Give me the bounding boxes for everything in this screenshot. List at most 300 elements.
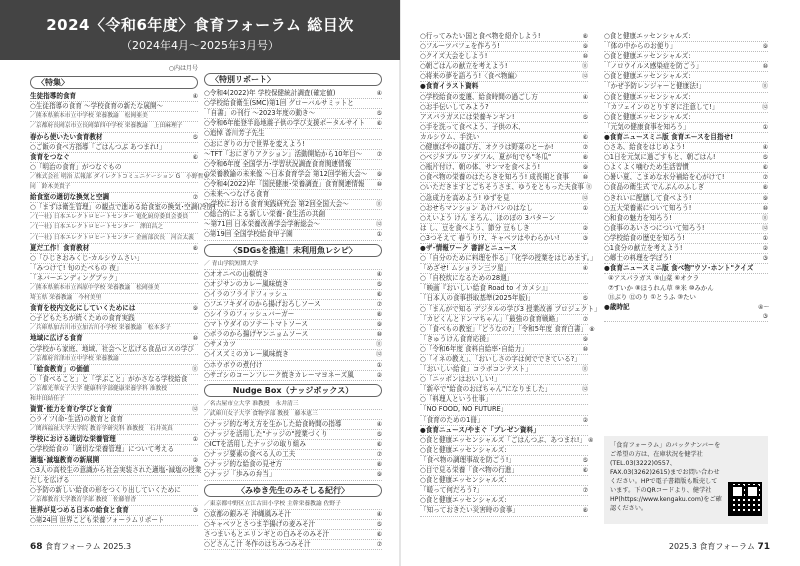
toc-entry[interactable] <box>204 540 382 550</box>
toc-entry[interactable] <box>420 506 588 516</box>
toc-entry[interactable] <box>204 330 382 340</box>
toc-author[interactable] <box>30 183 198 193</box>
toc-entry[interactable] <box>420 446 588 456</box>
section-heading: 〈特別リポート〉 <box>204 73 382 86</box>
toc-entry-label: 夏だ工作！食育教材 <box>30 243 90 252</box>
toc-topic[interactable] <box>30 506 198 516</box>
toc-entry[interactable] <box>204 129 382 139</box>
toc-entry[interactable] <box>420 93 588 103</box>
toc-entry-label: ○マトウダイのソテートマトソース <box>204 320 308 329</box>
toc-entry[interactable] <box>420 163 588 173</box>
toc-author[interactable] <box>30 173 210 183</box>
toc-list-2 <box>204 73 382 550</box>
toc-entry-label: ○予防の新しい給食の形をつくり出していくために <box>30 485 181 494</box>
toc-entry[interactable] <box>204 210 382 220</box>
toc-topic[interactable] <box>604 133 768 143</box>
toc-entry-issue: ⑥ <box>376 441 382 449</box>
toc-entry-label: ／兵庫県加古川市立加古川小学校 栄養教諭 松本多子 <box>30 325 171 332</box>
toc-entry-issue: ⑤ <box>762 154 768 162</box>
toc-entry[interactable] <box>204 371 382 381</box>
toc-entry-label: ○オオニベの山椒焼き <box>204 269 269 278</box>
toc-entry-issue: ⑥ <box>582 133 588 141</box>
toc-entry-label: ●ザ･情報ワーク 書評とニュース <box>420 243 517 252</box>
toc-entry[interactable] <box>420 234 588 244</box>
toc-entry[interactable] <box>204 460 382 470</box>
toc-topic[interactable] <box>30 435 198 445</box>
toc-entry[interactable] <box>420 405 588 415</box>
toc-entry[interactable] <box>420 416 588 426</box>
toc-topic[interactable] <box>30 244 198 254</box>
toc-entry[interactable] <box>420 375 588 385</box>
toc-entry-issue: ④ <box>376 270 382 278</box>
toc-entry[interactable] <box>204 160 382 170</box>
toc-entry-label: ○ベジタブル ワンダフル、夏が旬でも"冬瓜" <box>420 153 552 162</box>
toc-entry[interactable] <box>204 99 382 109</box>
toc-author[interactable] <box>30 284 198 294</box>
toc-entry[interactable] <box>420 476 588 486</box>
toc-entry[interactable] <box>420 194 588 204</box>
column-2 <box>204 70 382 550</box>
toc-entry[interactable] <box>204 361 382 371</box>
toc-entry-issue: ⑨ <box>582 164 588 172</box>
toc-entry-issue: ⑨ <box>376 471 382 479</box>
toc-entry-label: ○行ってみたい国と食べ物を紹介しよう! <box>420 32 541 40</box>
toc-entry-issue: ⑥ <box>762 164 768 172</box>
toc-entry-label: ／関西福祉大学大学院 教育学研究科 准教授 石井英真 <box>30 426 173 433</box>
toc-entry-label: ○生徒指導の食育 ～学校食育の新たな展開～ <box>30 102 164 111</box>
toc-entry-issue: ⑦ <box>192 194 198 202</box>
toc-entry[interactable] <box>420 486 588 496</box>
toc-entry-label: 食育をつなぐ <box>30 152 70 161</box>
toc-entry[interactable] <box>420 113 588 123</box>
toc-entry-issue: ⑪ <box>761 214 768 222</box>
toc-entry-label: ○瓶片付け、朝の体、サンマを食べよう! <box>420 163 541 172</box>
toc-entry-label: ○食品の衛生式 でんぷんのふしぎ <box>604 183 705 192</box>
toc-entry[interactable] <box>204 320 382 330</box>
toc-entry[interactable] <box>604 194 768 204</box>
toc-entry-label: ○令和4(2022)年 学校保健統計調査(確定値) <box>204 89 336 98</box>
footer-right <box>669 541 770 552</box>
toc-entry[interactable] <box>604 62 768 72</box>
toc-entry[interactable] <box>420 355 588 365</box>
toc-entry[interactable] <box>30 465 202 476</box>
toc-entry[interactable] <box>204 220 382 230</box>
toc-entry-label: ○よくよく噛むため生活習慣 <box>604 163 689 172</box>
toc-entry[interactable] <box>204 89 382 99</box>
toc-entry-label: ○学校給食の「適切な栄養管理」について考える <box>30 445 175 454</box>
toc-entry-label: 「きゅうけん食育応援」 <box>420 334 493 343</box>
toc-entry[interactable] <box>604 32 768 42</box>
toc-entry-label: ○「イネの教え」、「おいしさの字は何でできている?」 <box>420 355 581 363</box>
toc-entry-issue: ⑫ <box>761 103 768 111</box>
toc-entry-label: ○令和6年能登半島地震子供の学び支援ポータルサイト <box>204 119 366 128</box>
toc-entry[interactable] <box>30 345 198 355</box>
toc-entry[interactable] <box>420 335 588 345</box>
toc-topic[interactable] <box>30 334 198 344</box>
toc-entry[interactable] <box>604 163 768 173</box>
toc-entry-label: ○学校から家庭、地域、社会へと広げる食品ロスの学び <box>30 344 195 353</box>
toc-entry[interactable] <box>204 340 382 350</box>
toc-topic[interactable] <box>420 244 588 254</box>
toc-entry[interactable] <box>420 264 588 274</box>
toc-entry-label: ○手を洗って食べよう、子供の木、 <box>420 122 525 131</box>
toc-entry[interactable] <box>420 153 588 163</box>
toc-entry[interactable] <box>604 103 768 113</box>
toc-entry-label: 「カフェインのとりすぎに注意して!」 <box>604 102 719 111</box>
toc-entry-label: ○クイズ大会をしよう! <box>420 52 488 61</box>
toc-entry-issue: ① <box>582 204 588 212</box>
toc-entry-label: ○「食べること」と「学ぶこと」がかさなる学校給食 <box>30 374 188 383</box>
toc-entry-issue: ④ <box>582 93 588 101</box>
toc-entry[interactable] <box>420 496 588 506</box>
toc-entry[interactable] <box>420 435 594 446</box>
toc-entry[interactable] <box>204 300 382 310</box>
toc-entry-label: ○急成力を高めよう! ゆずを見 <box>420 193 510 202</box>
toc-entry-issue: ⑤ <box>376 110 382 118</box>
toc-entry-label: 和井田結佳子 <box>30 396 65 402</box>
toc-list-3 <box>420 32 601 517</box>
toc-entry-label: ○食と健康エッセンシャルズ: <box>604 92 691 101</box>
toc-entry[interactable] <box>204 109 382 119</box>
toc-author[interactable] <box>204 500 382 510</box>
toc-entry[interactable] <box>420 62 588 72</box>
footer-left <box>30 541 131 552</box>
toc-topic[interactable] <box>420 426 588 436</box>
toc-entry[interactable] <box>30 375 198 385</box>
qr-code-icon[interactable] <box>728 482 762 516</box>
toc-entry-issue: ⑫ <box>191 406 198 414</box>
toc-entry-issue: ⑦ <box>376 150 382 158</box>
toc-topic[interactable] <box>604 303 768 322</box>
toc-entry-issue: ⑩ <box>762 204 768 212</box>
toc-entry-label: ○将来の夢を語ろう!〈食べ物編〉 <box>420 72 521 81</box>
toc-entry[interactable] <box>420 324 595 335</box>
toc-entry[interactable] <box>604 72 768 82</box>
toc-entry-label: ○第24回 世界こども栄養フォーラムリポート <box>30 516 165 525</box>
toc-entry[interactable] <box>204 230 382 240</box>
toc-entry[interactable] <box>604 143 768 153</box>
toc-entry-label: ○総合的による新しい栄養･食生活の共創 <box>204 210 326 219</box>
header-band <box>0 0 400 60</box>
toc-entry[interactable] <box>604 93 768 103</box>
toc-entry[interactable] <box>30 102 198 112</box>
toc-entry-label: ○オジサンのカレー風味焼き <box>204 279 289 288</box>
toc-entry[interactable] <box>30 476 198 486</box>
toc-entry[interactable] <box>604 244 768 254</box>
toc-entry-label: ●食育ニュースミニ版 食べ物"ウソ･ホント"クイズ <box>604 264 754 273</box>
toc-entry[interactable] <box>204 170 382 180</box>
toc-entry-label: ○食と健康エッセンシャルズ: <box>604 112 691 121</box>
toc-entry-label: 「暖って何だろう?」 <box>420 486 483 495</box>
toc-entry-issue: ④ <box>376 90 382 98</box>
toc-author[interactable] <box>30 324 198 334</box>
toc-author[interactable] <box>30 425 198 435</box>
toc-author[interactable] <box>204 260 382 270</box>
toc-entry[interactable] <box>420 294 588 304</box>
toc-entry-label: ○「食べもの教室」「どうなの?」「令和5年度 食育白書」 <box>420 324 588 333</box>
toc-entry-label: 「ノロウイルス感染症を防ごう」 <box>604 62 703 71</box>
toc-entry-issue: ⑦ <box>376 541 382 549</box>
toc-entry-label: ○サゴシのコーンフレーク焼きカレーマヨネーズ風 <box>204 370 354 379</box>
toc-entry[interactable] <box>420 304 601 315</box>
toc-entry[interactable] <box>604 173 768 183</box>
toc-entry[interactable] <box>420 345 588 355</box>
toc-entry[interactable] <box>420 72 588 82</box>
toc-topic[interactable] <box>30 365 198 375</box>
toc-entry[interactable] <box>420 254 597 264</box>
toc-entry[interactable] <box>30 143 198 153</box>
toc-entry-label: ○シイラのフィッシュバーガー <box>204 310 295 319</box>
toc-entry-issue: ⑧ <box>376 461 382 469</box>
toc-entry-label: 同 鈴木美貴子 <box>30 184 71 191</box>
toc-entry[interactable] <box>604 204 768 214</box>
toc-entry[interactable] <box>420 385 588 395</box>
toc-entry-issue: ⑧ <box>582 507 588 515</box>
toc-entry[interactable] <box>420 204 588 214</box>
toc-entry[interactable] <box>420 133 588 143</box>
footer-title-right: 2025.3 食育フォーラム <box>668 542 755 551</box>
toc-entry[interactable] <box>204 270 382 280</box>
toc-entry-label: ○京都の銀みそ 沖縄風みそ汁 <box>204 509 291 518</box>
toc-author[interactable] <box>30 496 198 506</box>
toc-entry-label: 「NO FOOD, NO FUTURE」 <box>420 405 508 414</box>
section-heading: 〈特集〉 <box>30 76 198 89</box>
toc-entry-label: 生徒指導的食育 <box>30 92 77 101</box>
toc-entry-label: ●食育イラスト資料 <box>420 82 479 91</box>
toc-topic[interactable] <box>30 153 198 163</box>
toc-entry-issue: ② <box>376 371 382 379</box>
toc-entry[interactable] <box>604 42 768 52</box>
toc-entry-issue: ⑥ <box>376 290 382 298</box>
toc-entry[interactable] <box>420 214 588 224</box>
toc-entry[interactable] <box>604 214 768 224</box>
toc-entry-issue: ⑧ <box>762 184 768 192</box>
toc-entry[interactable] <box>604 113 768 123</box>
toc-entry-label: ○朝ごはんの献立を考えよう! <box>420 62 508 71</box>
toc-entry[interactable] <box>30 264 198 274</box>
toc-entry-label: ○追悼 香川芳子先生 <box>204 129 265 138</box>
toc-entry-label: 「ネバーエンディングブック」 <box>30 273 122 282</box>
toc-entry[interactable] <box>420 365 588 375</box>
toc-entry[interactable] <box>420 456 588 466</box>
toc-author[interactable] <box>30 223 198 233</box>
toc-entry[interactable] <box>204 200 382 210</box>
toc-entry-label: ●食育ニュースミニ版 食育エースを目指せ! <box>604 132 734 141</box>
toc-entry[interactable] <box>420 466 588 476</box>
toc-entry-label: ／(一社) 日本エレクトロヒートセンター 澤田昌之 <box>30 224 164 231</box>
toc-entry-label: 学校における適切な栄養管理 <box>30 435 116 444</box>
toc-topic[interactable] <box>30 304 198 314</box>
toc-entry[interactable] <box>604 254 768 264</box>
toc-entry-issue: ④〜③ <box>758 303 770 320</box>
toc-entry-issue: ⑨ <box>376 170 382 178</box>
toc-entry[interactable] <box>420 224 588 234</box>
toc-entry[interactable] <box>604 52 768 62</box>
toc-entry-issue: ⑪ <box>191 365 198 373</box>
toc-entry-label: ○ナッジを活用した"ナッジの"授業づくり <box>204 430 328 439</box>
toc-entry-issue: ① <box>376 231 382 239</box>
toc-topic[interactable] <box>604 264 768 274</box>
toc-entry-issue: ⑪ <box>375 341 382 349</box>
toc-entry[interactable] <box>30 163 198 173</box>
toc-entry[interactable] <box>30 274 198 284</box>
toc-entry[interactable] <box>204 510 382 520</box>
toc-entry-label: ○えいよう けん まろん、ほのぼの 3パターン <box>420 213 556 222</box>
toc-entry-label: 「かぜ予防レンジャーと健康法!」 <box>604 82 706 91</box>
toc-entry-label: ○さあ、給食をはじめよう! <box>604 143 685 152</box>
toc-entry-label: ○和食の魅力を知ろう! <box>604 213 672 222</box>
toc-entry-issue: ③ <box>762 255 768 263</box>
toc-entry[interactable] <box>604 234 768 244</box>
toc-entry[interactable] <box>204 119 382 129</box>
toc-author[interactable] <box>30 294 198 304</box>
toc-entry[interactable] <box>420 284 588 294</box>
toc-author[interactable] <box>30 213 198 223</box>
toc-entry[interactable] <box>604 153 768 163</box>
toc-entry-issue: ⑦ <box>376 300 382 308</box>
toc-author[interactable] <box>30 395 198 405</box>
toc-entry-label: 「めざせ! ムショラン三ツ星」 <box>420 264 511 273</box>
toc-topic[interactable] <box>30 456 198 466</box>
toc-topic[interactable] <box>420 82 588 92</box>
toc-entry[interactable] <box>420 52 588 62</box>
toc-entry[interactable] <box>204 420 382 430</box>
toc-entry[interactable] <box>204 450 382 460</box>
toc-entry[interactable] <box>30 254 198 264</box>
toc-entry-label: アスパラガスには栄養キンギン! <box>420 112 515 121</box>
toc-entry-label: 「みつけて! 旬のたべもの 夜」 <box>30 263 123 272</box>
toc-entry-label: ○令和4(2022)年「国民健康･栄養調査」食育関連情報 <box>204 179 365 188</box>
toc-entry[interactable] <box>604 224 768 234</box>
toc-entry-label: ／(一社) 日本エレクトロヒートセンター 電化厨房委員会委員 <box>30 214 189 221</box>
toc-entry[interactable] <box>420 274 588 284</box>
toc-topic[interactable] <box>30 193 198 203</box>
toc-entry[interactable] <box>204 430 382 440</box>
toc-entry-label: ○ご飯の食べ方指導「ごはんつぶ あつまれ!」 <box>30 142 166 151</box>
toc-author[interactable] <box>30 355 198 365</box>
toc-entry[interactable] <box>604 183 768 193</box>
toc-entry[interactable] <box>204 180 382 190</box>
toc-entry-label: ～第71回 日本栄養改善学会学術総会～ <box>204 220 320 229</box>
toc-author[interactable] <box>204 410 382 420</box>
toc-entry-issue: ⑥ <box>376 120 382 128</box>
toc-entry[interactable] <box>204 190 382 200</box>
toc-entry[interactable] <box>30 203 216 213</box>
toc-entry[interactable] <box>204 350 382 360</box>
toc-entry-issue: ④ <box>588 436 594 444</box>
toc-entry-label: 「知っておきたい災害時の食事」 <box>420 506 519 515</box>
toc-entry[interactable] <box>204 290 382 300</box>
toc-list-4 <box>604 32 768 322</box>
toc-entry-label: カルシウム、手洗い <box>420 132 480 141</box>
toc-entry[interactable] <box>204 520 382 530</box>
toc-entry[interactable] <box>30 486 198 496</box>
toc-entry-label: ／京都教育大学教育学部 教授 佐藤智香 <box>30 496 137 503</box>
toc-author[interactable] <box>30 112 198 122</box>
toc-topic[interactable] <box>30 92 198 102</box>
toc-entry-label: ○郷土の料理を学ぼう! <box>604 254 672 263</box>
toc-entry[interactable] <box>420 42 588 52</box>
toc-entry-issue: ① <box>376 361 382 369</box>
toc-entry[interactable] <box>420 395 588 405</box>
toc-entry[interactable] <box>204 440 382 450</box>
toc-entry[interactable] <box>204 530 382 540</box>
toc-entry-issue: ⑫ <box>375 221 382 229</box>
toc-entry-issue: ⑧ <box>582 33 588 40</box>
toc-entry[interactable] <box>420 183 593 193</box>
toc-entry-label: 「おいしい給食」コラボコンテスト」 <box>420 365 532 374</box>
toc-entry[interactable] <box>204 310 382 320</box>
toc-entry[interactable] <box>204 470 382 480</box>
toc-entry-issue: ⑦ <box>762 174 768 182</box>
toc-list-1 <box>30 76 216 526</box>
toc-entry-label: ○サメカツ <box>204 340 236 349</box>
toc-entry-issue: ② <box>762 244 768 252</box>
toc-entry-label: ○五大栄養素について知ろう! <box>604 203 692 212</box>
toc-entry-label: ○ナッジ「歩みの弁当」 <box>204 470 276 479</box>
toc-entry-label: ●食育ニュース/やまぐ「プレゼン資料」 <box>420 425 540 434</box>
toc-entry-label: 地域に広げる食育 <box>30 334 83 343</box>
toc-author[interactable] <box>30 234 198 244</box>
toc-entry-issue: ⑨ <box>582 335 588 343</box>
toc-entry[interactable] <box>604 123 768 133</box>
toc-entry-label: ／熊本県熊本市立中学校 栄養教諭 松岡亜美 <box>30 113 148 120</box>
toc-author[interactable] <box>204 400 382 410</box>
toc-author[interactable] <box>30 122 198 132</box>
toc-entry[interactable] <box>420 32 588 42</box>
toc-entry[interactable] <box>204 280 382 290</box>
toc-entry[interactable] <box>30 445 198 455</box>
toc-entry-label: ○イスズミのカレー風味焼き <box>204 350 289 359</box>
toc-entry-label: 春から使いたい食育教材 <box>30 132 103 141</box>
toc-entry-label: ○学校給食の歴史を知ろう! <box>604 233 685 242</box>
toc-entry[interactable] <box>604 82 768 92</box>
toc-entry-label: さつまいもとエリンギとの白みそのみそ汁 <box>204 529 330 538</box>
toc-entry-issue: ⑤ <box>192 133 198 141</box>
toc-entry[interactable] <box>420 315 588 325</box>
toc-entry[interactable] <box>30 314 198 324</box>
backnumber-box <box>604 436 768 524</box>
toc-entry[interactable] <box>30 516 198 526</box>
toc-topic[interactable] <box>30 405 198 415</box>
toc-entry-label: ／京都光華女子大学 健康科学部健康栄養学科 准教授 <box>30 385 168 392</box>
toc-entry[interactable] <box>420 123 588 133</box>
toc-topic[interactable] <box>30 133 198 143</box>
toc-entry[interactable] <box>420 103 588 113</box>
toc-entry[interactable] <box>30 415 198 425</box>
toc-entry-label: ／ 青山学院短期大学 <box>204 260 259 267</box>
toc-entry-label: ○子どもたちが続くための食育実践 <box>30 314 135 323</box>
spine-divider <box>399 0 401 566</box>
quiz-options: ⑪ぶり ⑫のり ①とうふ ③たい <box>608 293 696 302</box>
toc-entry-label: 給食室の適切な換気と空調 <box>30 193 110 202</box>
toc-entry[interactable] <box>420 173 588 183</box>
toc-entry-issue: ⑥ <box>192 153 198 161</box>
toc-entry-label: ○食と健康エッセンシャルズ: <box>420 445 507 454</box>
toc-entry-label: ／名古屋市立大学 准教授 永井清三 <box>204 400 299 407</box>
toc-entry[interactable] <box>420 143 588 153</box>
page-title: 2024〈令和6年度〉食育フォーラム 総目次 <box>46 16 354 34</box>
toc-entry-issue: ④ <box>582 265 588 273</box>
toc-entry-label: ○ライフ(命･生活)の教育と食育 <box>30 415 123 424</box>
toc-entry-issue: ⑪ <box>375 201 382 209</box>
toc-entry-label: ○3つそえて 春うり!?、キャベツはやわらかい! <box>420 233 560 242</box>
toc-entry[interactable] <box>204 150 382 160</box>
toc-entry-label: ○3人の高校生の意識から社会実装された適塩･減塩の授業 <box>30 465 202 474</box>
toc-entry-issue: ⑩ <box>376 331 382 339</box>
toc-entry[interactable] <box>204 140 382 150</box>
toc-author[interactable] <box>30 385 198 395</box>
